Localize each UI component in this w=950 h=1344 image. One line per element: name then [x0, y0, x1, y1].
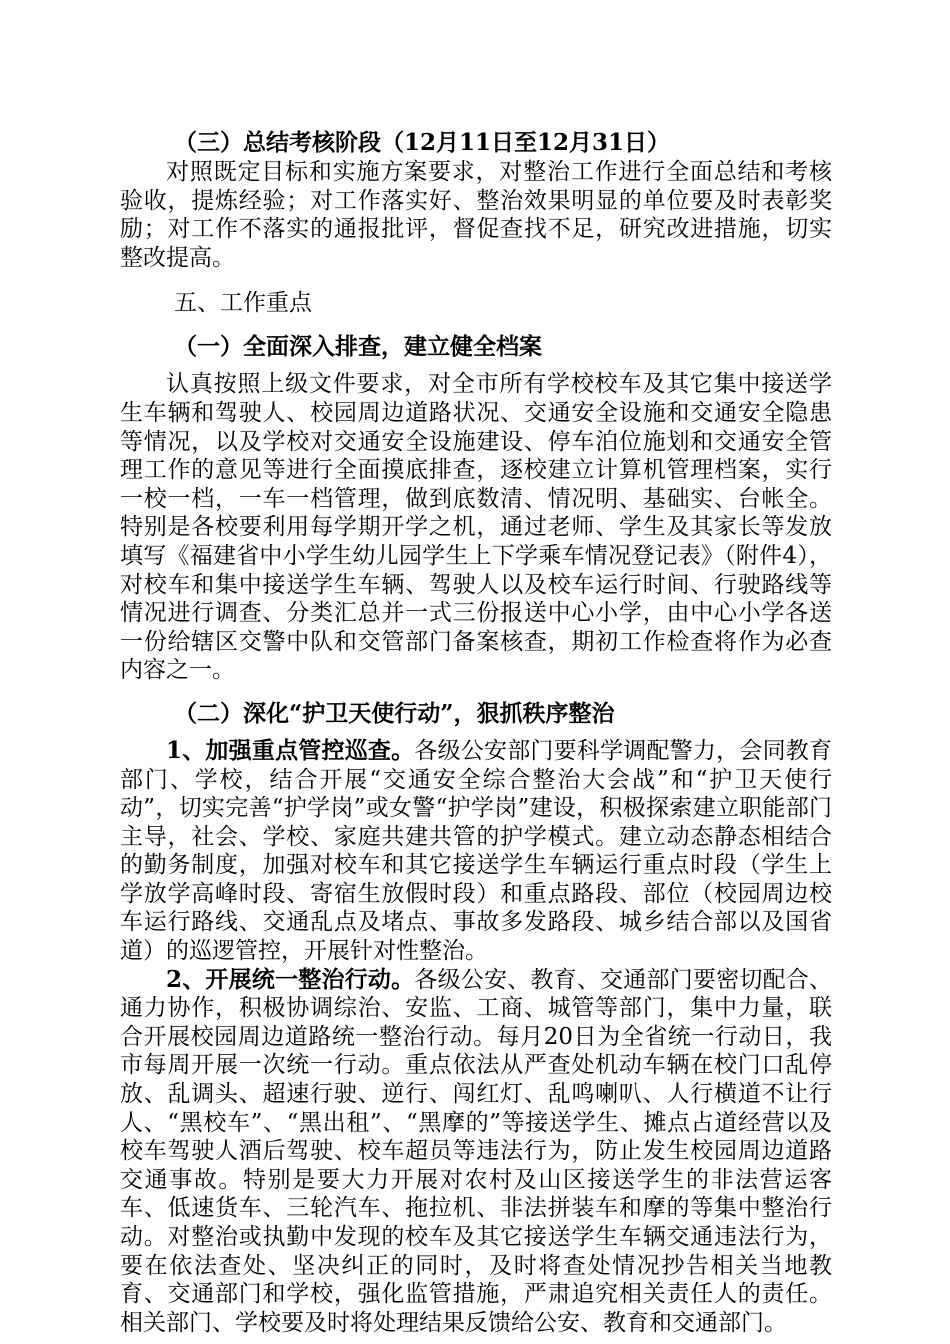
- point2-text: 各级公安、教育、交通部门要密切配合、通力协作，积极协调综治、安监、工商、城管等部门，集中力量，联合开展校园周边道路统一整治行动。每月20日为全省统一行动日，我市每周开展一次统一行动。重点依法从严查处机动车辆在校门口乱停放、乱调头、超速行驶、逆行、闯红灯、乱鸣喇叭、人行横道不让行人、“黑校车”、“黑出租”、“黑摩的”等接送学生、摊点占道经营以及校车驾驶人酒后驾驶、校车超员等违法行为，防止发生校园周边道路交通事故。特别是要大力开展对农村及山区接送学生的非法营运客车、低速货车、三轮汽车、拖拉机、非法拼装车和摩的等集中整治行动。对整治或执勤中发现的校车及其它接送学生车辆交通违法行为，要在依法查处、坚决纠正的同时，及时将查处情况抄告相关当地教育、交通部门和学校，强化监管措施，严肃追究相关责任人的责任。相关部门、学校要及时将处理结果反馈给公安、教育和交通部门。: [120, 966, 832, 1336]
- section3-heading: （三）总结考核阶段（12月11日至12月31日）: [174, 129, 671, 156]
- document-page: [120, 128, 832, 1337]
- item1-heading: （一）全面深入排查，建立健全档案: [174, 333, 542, 361]
- item2-heading: （二）深化“护卫天使行动”，狠抓秩序整治: [174, 699, 615, 727]
- point1-paragraph: [120, 737, 832, 966]
- point2-lead: 2、开展统一整治行动。: [166, 965, 415, 993]
- point2-paragraph: [120, 966, 832, 1338]
- chapter5-heading: 五、工作重点: [174, 290, 312, 317]
- point1-lead: 1、加强重点管控巡查。: [166, 736, 415, 764]
- item1-paragraph: 认真按照上级文件要求，对全市所有学校校车及其它集中接送学生车辆和驾驶人、校园周边道路状况、交通安全设施和交通安全隐患等情况，以及学校对交通安全设施建设、停车泊位施划和交通安全管理工作的意见等进行全面摸底排查，逐校建立计算机管理档案，实行一校一档，一车一档管理，做到底数清、情况明、基础实、台帐全。特别是各校要利用每学期开学之机，通过老师、学生及其家长等发放填写《福建省中小学生幼儿园学生上下学乘车情况登记表》（附件4），对校车和集中接送学生车辆、驾驶人以及校车运行时间、行驶路线等情况进行调查、分类汇总并一式三份报送中心小学，由中心小学各送一份给辖区交警中队和交管部门备案核查，期初工作检查将作为必查内容之一。: [120, 371, 832, 684]
- section3-paragraph: 对照既定目标和实施方案要求，对整治工作进行全面总结和考核验收，提炼经验；对工作落实好、整治效果明显的单位要及时表彰奖励；对工作不落实的通报批评，督促查找不足，研究改进措施，切实整改提高。: [120, 159, 832, 271]
- point1-text: 各级公安部门要科学调配警力，会同教育部门、学校，结合开展“交通安全综合整治大会战”和“护卫天使行动”，切实完善“护学岗”或女警“护学岗”建设，积极探索建立职能部门主导，社会、学校、家庭共建共管的护学模式。建立动态静态相结合的勤务制度，加强对校车和其它接送学生车辆运行重点时段（学生上学放学高峰时段、寄宿生放假时段）和重点路段、部位（校园周边校车运行路线、交通乱点及堵点、事故多发路段、城乡结合部以及国省道）的巡逻管控，开展针对性整治。: [120, 737, 832, 965]
